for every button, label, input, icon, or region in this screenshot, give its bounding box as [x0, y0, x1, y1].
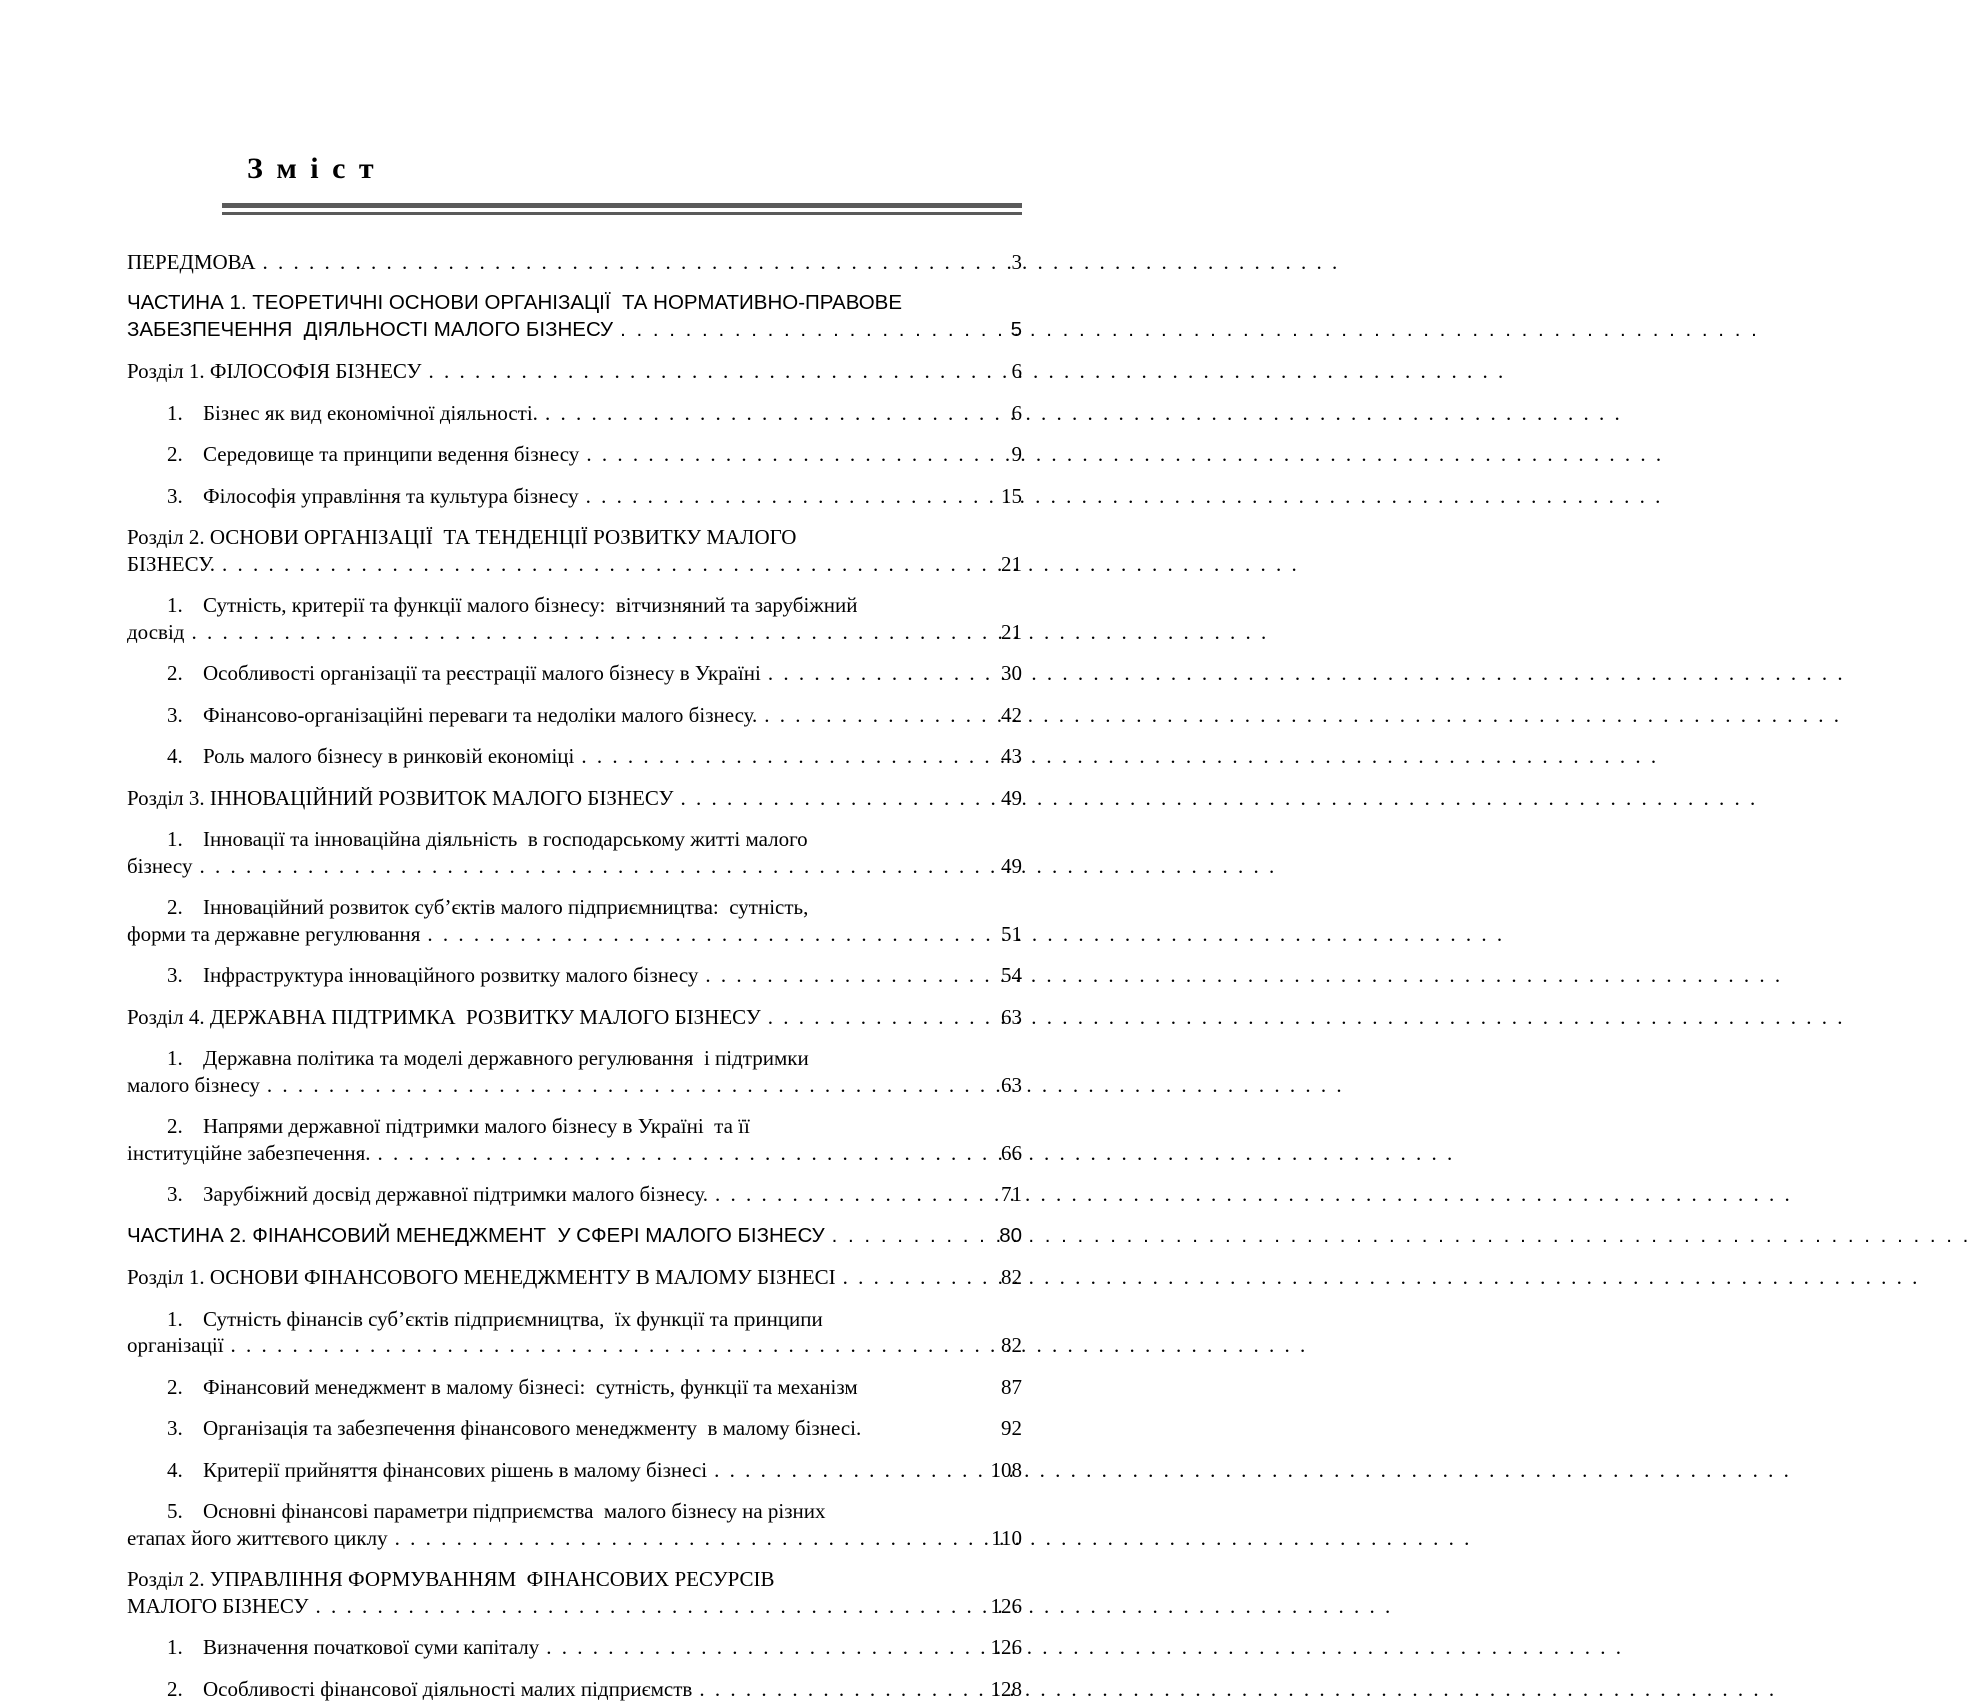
- dot-leader: [427, 921, 982, 948]
- entry-text: Напрями державної підтримки малого бізнесу в Україні та її: [203, 1113, 750, 1140]
- entry-text: Сутність фінансів суб’єктів підприємництва, їх функції та принципи: [203, 1306, 823, 1333]
- toc-line: [127, 1498, 1022, 1525]
- toc-line: [127, 249, 1022, 276]
- entry-text: Особливості фінансової діяльності малих підприємств: [203, 1676, 692, 1702]
- page-number: 43: [986, 743, 1022, 770]
- page-number: 108: [986, 1457, 1022, 1484]
- dot-leader: [546, 1634, 982, 1661]
- toc-entry: [127, 1676, 1022, 1702]
- page-number: 126: [986, 1593, 1022, 1620]
- entry-text: Критерії прийняття фінансових рішень в малому бізнесі: [203, 1457, 707, 1484]
- page-number: 82: [986, 1264, 1022, 1291]
- toc-entry: [127, 1566, 1022, 1619]
- toc-entry: [127, 592, 1022, 645]
- dot-leader: [715, 1181, 982, 1208]
- dot-leader: [199, 853, 982, 880]
- entry-text: ЗАБЕЗПЕЧЕННЯ ДІЯЛЬНОСТІ МАЛОГО БІЗНЕСУ: [127, 317, 613, 344]
- page-number: 80: [986, 1223, 1022, 1250]
- entry-text: Бізнес як вид економічної діяльності.: [203, 400, 538, 427]
- page-number: 3: [986, 249, 1022, 276]
- item-number: 4.: [127, 1457, 203, 1484]
- dot-leader: [545, 400, 982, 427]
- item-number: 3.: [127, 1181, 203, 1208]
- toc-line: [127, 1415, 1022, 1442]
- entry-text: ПЕРЕДМОВА: [127, 249, 256, 276]
- toc-entry: [127, 1045, 1022, 1098]
- toc-line: [127, 551, 1022, 578]
- toc-entry: [127, 962, 1022, 989]
- item-number: 3.: [127, 702, 203, 729]
- dot-leader: [395, 1525, 982, 1552]
- entry-text: етапах його життєвого циклу: [127, 1525, 388, 1552]
- entry-text: Розділ 1. ОСНОВИ ФІНАНСОВОГО МЕНЕДЖМЕНТУ В МАЛОМУ БІЗНЕСІ: [127, 1264, 836, 1291]
- toc-line: [127, 619, 1022, 646]
- page-number: 42: [986, 702, 1022, 729]
- toc-line: [127, 441, 1022, 468]
- toc-entry: [127, 358, 1022, 385]
- toc-line: [127, 1072, 1022, 1099]
- entry-text: Фінансовий менеджмент в малому бізнесі: сутність, функції та механізм: [203, 1374, 858, 1401]
- title-rule: [222, 203, 1022, 215]
- page-number: 9: [986, 441, 1022, 468]
- toc-line: [127, 1004, 1022, 1031]
- toc-line: [127, 1566, 1022, 1593]
- entry-text: Розділ 2. ОСНОВИ ОРГАНІЗАЦІЇ ТА ТЕНДЕНЦІЇ РОЗВИТКУ МАЛОГО: [127, 524, 796, 551]
- page-number: 15: [986, 483, 1022, 510]
- page-number: 51: [986, 921, 1022, 948]
- entry-text: БІЗНЕСУ.: [127, 551, 215, 578]
- toc-entry: [127, 743, 1022, 770]
- toc-entry: [127, 660, 1022, 687]
- toc-entry: [127, 1306, 1022, 1359]
- toc-line: [127, 743, 1022, 770]
- item-number: 4.: [127, 743, 203, 770]
- toc-entry: [127, 702, 1022, 729]
- entry-text: Розділ 1. ФІЛОСОФІЯ БІЗНЕСУ: [127, 358, 422, 385]
- item-number: 3.: [127, 962, 203, 989]
- item-number: 1.: [127, 1306, 203, 1333]
- toc-entry: [127, 249, 1022, 276]
- dot-leader: [222, 551, 982, 578]
- toc-entry: [127, 785, 1022, 812]
- toc-entry: [127, 1634, 1022, 1661]
- page-number: 63: [986, 1072, 1022, 1099]
- item-number: 2.: [127, 1676, 203, 1702]
- entry-text: Зарубіжний досвід державної підтримки малого бізнесу.: [203, 1181, 708, 1208]
- toc-line: [127, 1332, 1022, 1359]
- toc-entry: [127, 826, 1022, 879]
- dot-leader: [586, 441, 982, 468]
- toc-line: [127, 1676, 1022, 1702]
- page-number: 5: [986, 317, 1022, 344]
- entry-text: Організація та забезпечення фінансового менеджменту в малому бізнесі.: [203, 1415, 861, 1442]
- item-number: 3.: [127, 1415, 203, 1442]
- page-number: 71: [986, 1181, 1022, 1208]
- toc-entry: [127, 894, 1022, 947]
- item-number: 1.: [127, 400, 203, 427]
- toc-line: [127, 1264, 1022, 1291]
- toc-line: [127, 483, 1022, 510]
- toc-entry: [127, 483, 1022, 510]
- item-number: 1.: [127, 1634, 203, 1661]
- toc-content: [127, 152, 1022, 1702]
- page-number: 21: [986, 551, 1022, 578]
- toc-line: [127, 826, 1022, 853]
- toc-line: [127, 1181, 1022, 1208]
- entry-text: Філософія управління та культура бізнесу: [203, 483, 579, 510]
- dot-leader: [586, 483, 982, 510]
- entry-text: Основні фінансові параметри підприємства малого бізнесу на різних: [203, 1498, 826, 1525]
- toc-entry: [127, 1223, 1022, 1250]
- item-number: 3.: [127, 483, 203, 510]
- toc-entry: [127, 1181, 1022, 1208]
- page-number: 49: [986, 785, 1022, 812]
- entry-text: Фінансово-організаційні переваги та недоліки малого бізнесу.: [203, 702, 757, 729]
- toc-line: [127, 1457, 1022, 1484]
- toc-entry: [127, 1457, 1022, 1484]
- entry-text: малого бізнесу: [127, 1072, 260, 1099]
- dot-leader: [705, 962, 982, 989]
- page-title: З м і с т: [247, 152, 1022, 187]
- page-number: 82: [986, 1332, 1022, 1359]
- item-number: 2.: [127, 894, 203, 921]
- page-number: 87: [986, 1374, 1022, 1401]
- toc-line: [127, 921, 1022, 948]
- dot-leader: [378, 1140, 982, 1167]
- dot-leader: [315, 1593, 982, 1620]
- page-number: 66: [986, 1140, 1022, 1167]
- entry-text: ЧАСТИНА 2. ФІНАНСОВИЙ МЕНЕДЖМЕНТ У СФЕРІ МАЛОГО БІЗНЕСУ: [127, 1223, 825, 1250]
- entry-text: Роль малого бізнесу в ринковій економіці: [203, 743, 574, 770]
- toc-entry: [127, 1264, 1022, 1291]
- entry-text: Сутність, критерії та функції малого бізнесу: вітчизняний та зарубіжний: [203, 592, 858, 619]
- toc-line: [127, 853, 1022, 880]
- toc-line: [127, 660, 1022, 687]
- toc-line: [127, 358, 1022, 385]
- toc-line: [127, 1374, 1022, 1401]
- dot-leader: [843, 1264, 982, 1291]
- toc-entry: [127, 1415, 1022, 1442]
- toc-line: [127, 785, 1022, 812]
- entry-text: Визначення початкової суми капіталу: [203, 1634, 539, 1661]
- item-number: 2.: [127, 660, 203, 687]
- toc-entry: [127, 290, 1022, 343]
- dot-leader: [263, 249, 982, 276]
- entry-text: Державна політика та моделі державного регулювання і підтримки: [203, 1045, 809, 1072]
- entry-text: ЧАСТИНА 1. ТЕОРЕТИЧНІ ОСНОВИ ОРГАНІЗАЦІЇ ТА НОРМАТИВНО-ПРАВОВЕ: [127, 290, 902, 317]
- entry-text: організації: [127, 1332, 224, 1359]
- dot-leader: [832, 1223, 982, 1250]
- entry-text: Середовище та принципи ведення бізнесу: [203, 441, 579, 468]
- toc-line: [127, 1223, 1022, 1250]
- entry-text: Особливості організації та реєстрації малого бізнесу в Україні: [203, 660, 761, 687]
- entry-text: бізнесу: [127, 853, 192, 880]
- entry-text: Розділ 3. ІННОВАЦІЙНИЙ РОЗВИТОК МАЛОГО БІЗНЕСУ: [127, 785, 673, 812]
- page-number: 110: [986, 1525, 1022, 1552]
- entry-text: МАЛОГО БІЗНЕСУ: [127, 1593, 308, 1620]
- item-number: 1.: [127, 1045, 203, 1072]
- dot-leader: [680, 785, 982, 812]
- toc-line: [127, 290, 1022, 317]
- entry-text: Розділ 2. УПРАВЛІННЯ ФОРМУВАННЯМ ФІНАНСОВИХ РЕСУРСІВ: [127, 1566, 775, 1593]
- dot-leader: [768, 1004, 982, 1031]
- dot-leader: [231, 1332, 982, 1359]
- toc-line: [127, 1113, 1022, 1140]
- entry-text: інституційне забезпечення.: [127, 1140, 371, 1167]
- toc-entries: [127, 249, 1022, 1702]
- item-number: 2.: [127, 441, 203, 468]
- toc-line: [127, 592, 1022, 619]
- toc-line: [127, 894, 1022, 921]
- toc-entry: [127, 524, 1022, 577]
- entry-text: Розділ 4. ДЕРЖАВНА ПІДТРИМКА РОЗВИТКУ МАЛОГО БІЗНЕСУ: [127, 1004, 761, 1031]
- page-number: 63: [986, 1004, 1022, 1031]
- toc-entry: [127, 1004, 1022, 1031]
- dot-leader: [699, 1676, 982, 1702]
- page-number: 21: [986, 619, 1022, 646]
- item-number: 2.: [127, 1113, 203, 1140]
- page-number: 126: [986, 1634, 1022, 1661]
- dot-leader: [768, 660, 982, 687]
- toc-line: [127, 400, 1022, 427]
- page-number: 128: [986, 1676, 1022, 1702]
- entry-text: Інфраструктура інноваційного розвитку малого бізнесу: [203, 962, 698, 989]
- toc-entry: [127, 1498, 1022, 1551]
- page-number: 30: [986, 660, 1022, 687]
- page-number: 49: [986, 853, 1022, 880]
- dot-leader: [714, 1457, 982, 1484]
- toc-entry: [127, 1113, 1022, 1166]
- toc-line: [127, 317, 1022, 344]
- dot-leader: [581, 743, 982, 770]
- item-number: 1.: [127, 592, 203, 619]
- toc-line: [127, 1306, 1022, 1333]
- entry-text: Інновації та інноваційна діяльність в господарському житті малого: [203, 826, 808, 853]
- toc-entry: [127, 441, 1022, 468]
- dot-leader: [620, 317, 982, 344]
- toc-line: [127, 1525, 1022, 1552]
- item-number: 1.: [127, 826, 203, 853]
- entry-text: досвід: [127, 619, 184, 646]
- page-number: 6: [986, 358, 1022, 385]
- toc-entry: [127, 400, 1022, 427]
- dot-leader: [267, 1072, 982, 1099]
- toc-line: [127, 962, 1022, 989]
- toc-line: [127, 1593, 1022, 1620]
- toc-line: [127, 702, 1022, 729]
- entry-text: Інноваційний розвиток суб’єктів малого підприємництва: сутність,: [203, 894, 808, 921]
- toc-entry: [127, 1374, 1022, 1401]
- item-number: 2.: [127, 1374, 203, 1401]
- toc-line: [127, 524, 1022, 551]
- page-number: 6: [986, 400, 1022, 427]
- dot-leader: [764, 702, 982, 729]
- item-number: 5.: [127, 1498, 203, 1525]
- toc-line: [127, 1045, 1022, 1072]
- toc-line: [127, 1634, 1022, 1661]
- dot-leader: [191, 619, 982, 646]
- page-number: 54: [986, 962, 1022, 989]
- toc-line: [127, 1140, 1022, 1167]
- dot-leader: [429, 358, 982, 385]
- entry-text: форми та державне регулювання: [127, 921, 420, 948]
- page-number: 92: [986, 1415, 1022, 1442]
